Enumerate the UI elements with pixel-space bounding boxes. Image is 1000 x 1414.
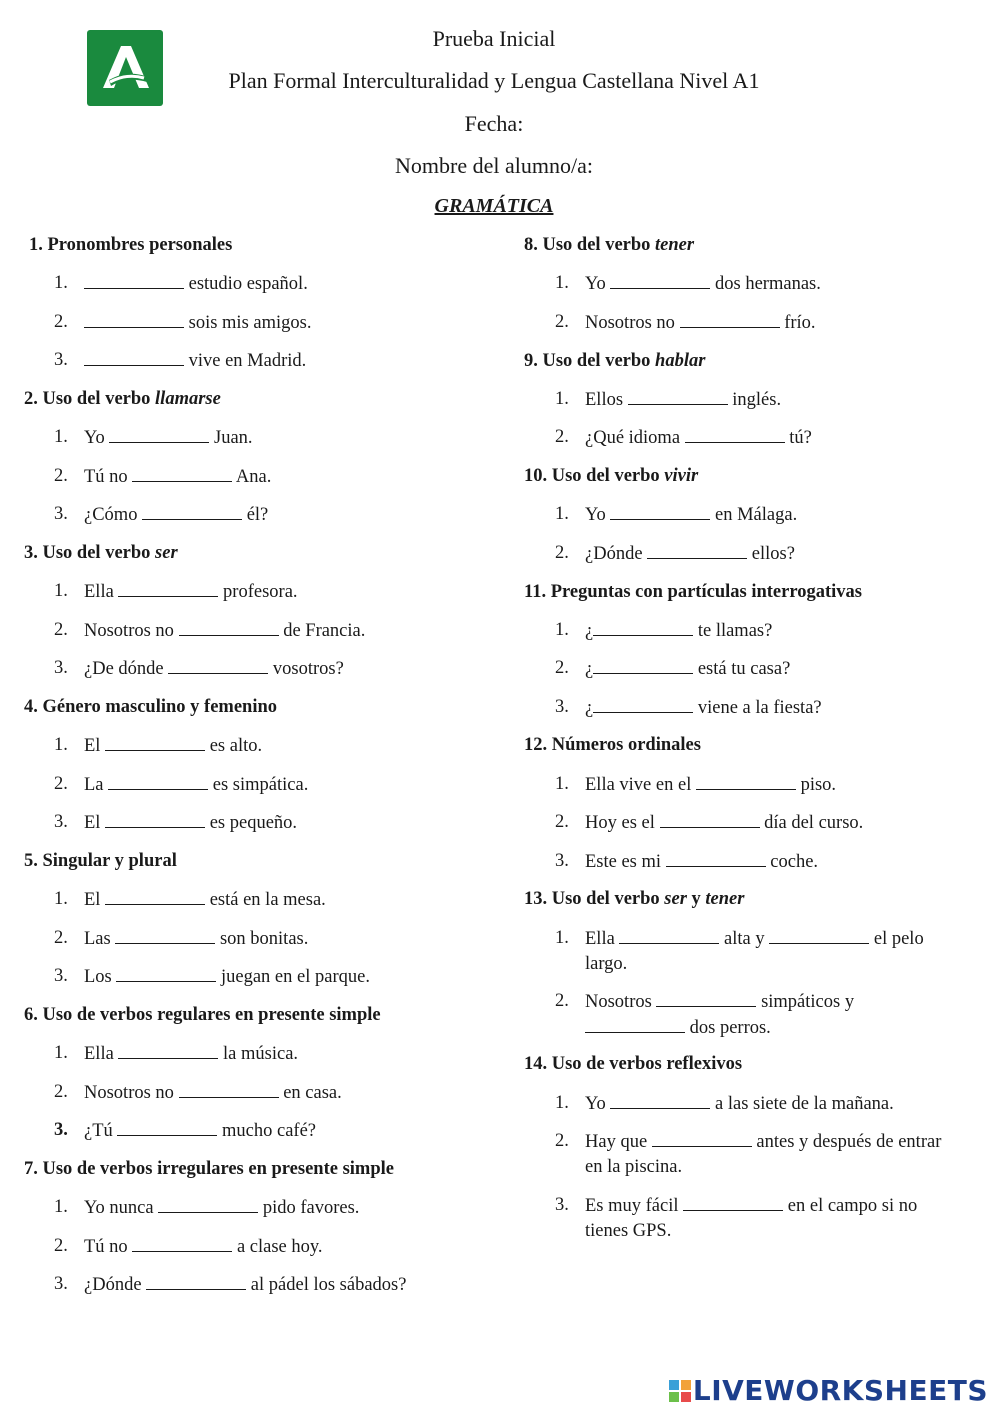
item-number: 2. <box>555 812 569 832</box>
brand-text: LIVEWORKSHEETS <box>692 1374 988 1407</box>
sentence-end: al pádel los sábados? <box>246 1275 407 1295</box>
sentence-start: La <box>84 775 109 795</box>
answer-blank[interactable] <box>116 964 216 982</box>
item-sentence <box>84 772 474 798</box>
sentence-start: Ella vive en el <box>585 775 696 795</box>
answer-blank[interactable] <box>683 1193 783 1211</box>
item-number: 1. <box>54 735 68 755</box>
item-sentence <box>84 733 474 759</box>
sentence-start: Los <box>84 967 117 987</box>
date-label: Fecha: <box>464 111 524 136</box>
answer-blank[interactable] <box>158 1195 258 1213</box>
item-number: 2. <box>54 312 68 332</box>
item-number: 1. <box>555 774 569 794</box>
answer-blank[interactable] <box>660 810 760 828</box>
item-number: 2. <box>555 991 569 1011</box>
sentence-start: Nosotros no <box>84 621 179 641</box>
answer-blank[interactable] <box>656 989 756 1007</box>
item-sentence <box>84 926 474 952</box>
answer-blank[interactable] <box>105 733 205 751</box>
item-number: 2. <box>54 466 68 486</box>
sentence-end: pido favores. <box>258 1198 360 1218</box>
exercise-title-text: 4. Género masculino y femenino <box>24 697 277 717</box>
exercise-title-verb: tener <box>655 235 695 255</box>
item-sentence <box>84 310 474 336</box>
sentence-end: sois mis amigos. <box>184 313 312 333</box>
sentence-end: en Málaga. <box>710 505 798 525</box>
sentence-end: en el campo si no tienes GPS. <box>585 1196 918 1241</box>
sentence-end: a las siete de la mañana. <box>710 1094 894 1114</box>
item-number: 1. <box>555 1093 569 1113</box>
item-number: 2. <box>555 427 569 447</box>
sentence-start: Yo <box>585 1094 611 1114</box>
answer-blank[interactable] <box>652 1129 752 1147</box>
exercise-title <box>24 1004 381 1026</box>
sentence-end: a clase hoy. <box>232 1237 323 1257</box>
answer-blank[interactable] <box>105 887 205 905</box>
item-sentence <box>585 1091 955 1117</box>
exercise-title <box>24 850 177 872</box>
exercise-title-text: 7. Uso de verbos irregulares en presente simple <box>24 1159 394 1179</box>
item-sentence <box>84 1234 474 1260</box>
item-sentence <box>585 926 955 977</box>
sentence-end: es pequeño. <box>205 813 298 833</box>
sentence-start: ¿ <box>585 698 594 718</box>
item-number: 2. <box>555 543 569 563</box>
item-number: 2. <box>54 774 68 794</box>
sentence-end: estudio español. <box>184 274 308 294</box>
sentence-end: día del curso. <box>759 813 864 833</box>
item-number: 3. <box>555 1195 569 1215</box>
page-subtitle: Plan Formal Interculturalidad y Lengua Castellana Nivel A1 <box>228 68 760 93</box>
item-sentence <box>585 695 955 721</box>
item-sentence <box>84 1195 474 1221</box>
exercise-title <box>24 696 277 718</box>
answer-blank[interactable] <box>118 1041 218 1059</box>
item-number: 1. <box>54 273 68 293</box>
sentence-start: ¿ <box>585 659 594 679</box>
sentence-end: en casa. <box>278 1083 342 1103</box>
item-sentence <box>84 618 474 644</box>
item-sentence <box>84 1041 474 1067</box>
item-sentence <box>84 464 474 490</box>
exercise-title-text: 12. Números ordinales <box>524 735 701 755</box>
page-title: Prueba Inicial <box>432 26 556 51</box>
sentence-end: ellos? <box>747 544 795 564</box>
item-sentence <box>84 1080 474 1106</box>
answer-blank[interactable] <box>619 926 719 944</box>
sentence-end: el pelo largo. <box>585 929 924 974</box>
sentence-end: es simpática. <box>208 775 309 795</box>
item-number: 3. <box>54 504 68 524</box>
item-sentence <box>585 618 955 644</box>
answer-blank[interactable] <box>105 810 205 828</box>
answer-blank[interactable] <box>593 618 693 636</box>
liveworksheets-brand <box>669 1374 988 1407</box>
item-sentence <box>84 425 474 451</box>
sentence-start: ¿De dónde <box>84 659 169 679</box>
exercise-title <box>524 1053 742 1075</box>
item-number: 3. <box>555 697 569 717</box>
exercise-title-text: 8. Uso del verbo <box>524 235 656 255</box>
exercise-title <box>524 234 694 256</box>
sentence-start: Este es mi <box>585 852 666 872</box>
item-sentence <box>84 656 474 682</box>
sentence-end: antes y después de entrar en la piscina. <box>585 1132 942 1177</box>
answer-blank[interactable] <box>132 464 232 482</box>
sentence-start: Hoy es el <box>585 813 660 833</box>
item-number: 1. <box>555 620 569 640</box>
item-number: 1. <box>555 389 569 409</box>
sentence-middle: alta y <box>719 929 770 949</box>
exercise-title <box>24 1158 394 1180</box>
answer-blank[interactable] <box>108 772 208 790</box>
answer-blank[interactable] <box>84 271 184 289</box>
item-sentence <box>84 810 474 836</box>
answer-blank[interactable] <box>628 387 728 405</box>
sentence-end: tú? <box>784 428 812 448</box>
sentence-start: ¿Dónde <box>585 544 648 564</box>
exercise-title-text: 13. Uso del verbo <box>524 889 665 909</box>
sentence-end: dos hermanas. <box>710 274 821 294</box>
section-heading: GRAMÁTICA <box>434 195 554 217</box>
sentence-start: Tú no <box>84 467 133 487</box>
item-sentence <box>84 271 474 297</box>
exercise-title <box>524 581 862 603</box>
sentence-start: Es muy fácil <box>585 1196 684 1216</box>
item-number: 1. <box>555 504 569 524</box>
item-sentence <box>585 387 955 413</box>
exercise-title-verb: hablar <box>655 351 706 371</box>
item-number: 3. <box>54 350 68 370</box>
exercise-title <box>524 888 744 910</box>
answer-blank[interactable] <box>168 656 268 674</box>
item-sentence <box>585 541 955 567</box>
sentence-start: ¿Cómo <box>84 505 143 525</box>
sentence-end: dos perros. <box>685 1018 771 1038</box>
exercise-title <box>524 350 705 372</box>
exercise-title-text: 2. Uso del verbo <box>24 389 156 409</box>
item-number: 1. <box>54 1197 68 1217</box>
item-number: 2. <box>555 1131 569 1151</box>
item-number: 2. <box>54 1082 68 1102</box>
item-number: 3. <box>54 966 68 986</box>
sentence-start: ¿Tú <box>84 1121 118 1141</box>
sentence-end: frío. <box>779 313 816 333</box>
exercise-title <box>24 388 221 410</box>
item-sentence <box>585 656 955 682</box>
sentence-end: de Francia. <box>278 621 366 641</box>
answer-blank[interactable] <box>115 926 215 944</box>
item-number: 1. <box>54 581 68 601</box>
exercise-title <box>29 234 232 256</box>
exercise-title-text: 10. Uso del verbo <box>524 466 665 486</box>
sentence-start: ¿Qué idioma <box>585 428 685 448</box>
answer-blank[interactable] <box>610 1091 710 1109</box>
exercise-title <box>524 734 701 756</box>
item-number: 3. <box>54 658 68 678</box>
item-sentence <box>84 1118 474 1144</box>
answer-blank[interactable] <box>118 579 218 597</box>
item-sentence <box>84 964 474 990</box>
sentence-start: Tú no <box>84 1237 133 1257</box>
sentence-start: Ella <box>585 929 620 949</box>
sentence-end: él? <box>242 505 269 525</box>
item-number: 2. <box>555 658 569 678</box>
item-number: 1. <box>555 928 569 948</box>
sentence-end: vosotros? <box>268 659 344 679</box>
sentence-end: inglés. <box>727 390 782 410</box>
sentence-start: Yo <box>585 505 611 525</box>
sentence-end: está en la mesa. <box>205 890 326 910</box>
item-sentence <box>585 1129 955 1180</box>
answer-blank[interactable] <box>610 502 710 520</box>
item-number: 3. <box>54 1120 68 1140</box>
sentence-start: Nosotros no <box>585 313 680 333</box>
item-sentence <box>84 1272 474 1298</box>
sentence-start: Las <box>84 929 116 949</box>
item-number: 3. <box>54 812 68 832</box>
item-number: 3. <box>54 1274 68 1294</box>
sentence-middle: simpáticos y <box>756 992 855 1012</box>
answer-blank[interactable] <box>84 310 184 328</box>
sentence-end: coche. <box>765 852 819 872</box>
sentence-end: te llamas? <box>693 621 773 641</box>
answer-blank[interactable] <box>666 849 766 867</box>
item-sentence <box>585 425 955 451</box>
item-sentence <box>84 502 474 528</box>
sentence-start: Nosotros <box>585 992 657 1012</box>
item-number: 1. <box>54 427 68 447</box>
exercise-title-text: 11. Preguntas con partículas interrogativas <box>524 582 862 602</box>
answer-blank[interactable] <box>593 695 693 713</box>
sentence-end: profesora. <box>218 582 298 602</box>
item-number: 2. <box>54 620 68 640</box>
item-number: 2. <box>54 928 68 948</box>
exercise-title-verb: ser <box>664 889 687 909</box>
exercise-title-verb: llamarse <box>155 389 221 409</box>
answer-blank[interactable] <box>696 772 796 790</box>
answer-blank[interactable] <box>84 348 184 366</box>
exercise-title-text: 9. Uso del verbo <box>524 351 656 371</box>
sentence-start: Hay que <box>585 1132 652 1152</box>
item-sentence <box>585 310 955 336</box>
exercise-title-text: 1. Pronombres personales <box>29 235 233 255</box>
sentence-end: Ana. <box>232 467 272 487</box>
sentence-end: Juan. <box>209 428 253 448</box>
sentence-start: Ellos <box>585 390 628 410</box>
item-number: 3. <box>555 851 569 871</box>
sentence-start: Ella <box>84 582 119 602</box>
sentence-start: ¿Dónde <box>84 1275 147 1295</box>
sentence-end: son bonitas. <box>215 929 309 949</box>
sentence-start: El <box>84 736 106 756</box>
sentence-start: Yo <box>84 428 110 448</box>
sentence-start: El <box>84 890 106 910</box>
exercise-title-text: y <box>686 889 706 909</box>
answer-blank[interactable] <box>585 1015 685 1033</box>
sentence-end: juegan en el parque. <box>216 967 370 987</box>
item-sentence <box>585 772 955 798</box>
sentence-end: viene a la fiesta? <box>693 698 822 718</box>
item-sentence <box>585 989 955 1041</box>
item-sentence <box>84 348 474 374</box>
sentence-start: Ella <box>84 1044 119 1064</box>
exercise-title <box>24 542 178 564</box>
item-sentence <box>585 502 955 528</box>
item-number: 1. <box>54 1043 68 1063</box>
sentence-end: piso. <box>795 775 837 795</box>
item-sentence <box>585 849 955 875</box>
exercise-title-verb: tener <box>705 889 745 909</box>
answer-blank[interactable] <box>109 425 209 443</box>
exercise-title-verb: vivir <box>664 466 699 486</box>
student-name-label: Nombre del alumno/a: <box>395 153 593 178</box>
item-number: 2. <box>54 1236 68 1256</box>
exercise-title-text: 14. Uso de verbos reflexivos <box>524 1054 743 1074</box>
sentence-start: Yo <box>585 274 611 294</box>
answer-blank[interactable] <box>142 502 242 520</box>
sentence-start: Nosotros no <box>84 1083 179 1103</box>
sentence-start: Yo nunca <box>84 1198 159 1218</box>
answer-blank[interactable] <box>680 310 780 328</box>
item-sentence <box>585 271 955 297</box>
sentence-start: ¿ <box>585 621 594 641</box>
item-sentence <box>585 1193 955 1244</box>
exercise-title-text: 6. Uso de verbos regulares en presente simple <box>24 1005 381 1025</box>
sentence-start: El <box>84 813 106 833</box>
answer-blank[interactable] <box>647 541 747 559</box>
item-number: 1. <box>54 889 68 909</box>
item-number: 1. <box>555 273 569 293</box>
answer-blank[interactable] <box>610 271 710 289</box>
answer-blank[interactable] <box>179 618 279 636</box>
answer-blank[interactable] <box>593 656 693 674</box>
answer-blank[interactable] <box>179 1080 279 1098</box>
exercise-title-verb: ser <box>155 543 178 563</box>
item-number: 2. <box>555 312 569 332</box>
item-sentence <box>585 810 955 836</box>
sentence-end: está tu casa? <box>693 659 791 679</box>
item-sentence <box>84 579 474 605</box>
answer-blank[interactable] <box>132 1234 232 1252</box>
liveworksheets-icon <box>669 1380 691 1402</box>
item-sentence <box>84 887 474 913</box>
sentence-end: la música. <box>218 1044 299 1064</box>
answer-blank[interactable] <box>769 926 869 944</box>
sentence-end: es alto. <box>205 736 263 756</box>
sentence-end: vive en Madrid. <box>184 351 307 371</box>
exercise-title-text: 5. Singular y plural <box>24 851 177 871</box>
exercise-title-text: 3. Uso del verbo <box>24 543 156 563</box>
answer-blank[interactable] <box>146 1272 246 1290</box>
exercise-title <box>524 465 698 487</box>
sentence-end: mucho café? <box>217 1121 316 1141</box>
answer-blank[interactable] <box>685 425 785 443</box>
answer-blank[interactable] <box>117 1118 217 1136</box>
